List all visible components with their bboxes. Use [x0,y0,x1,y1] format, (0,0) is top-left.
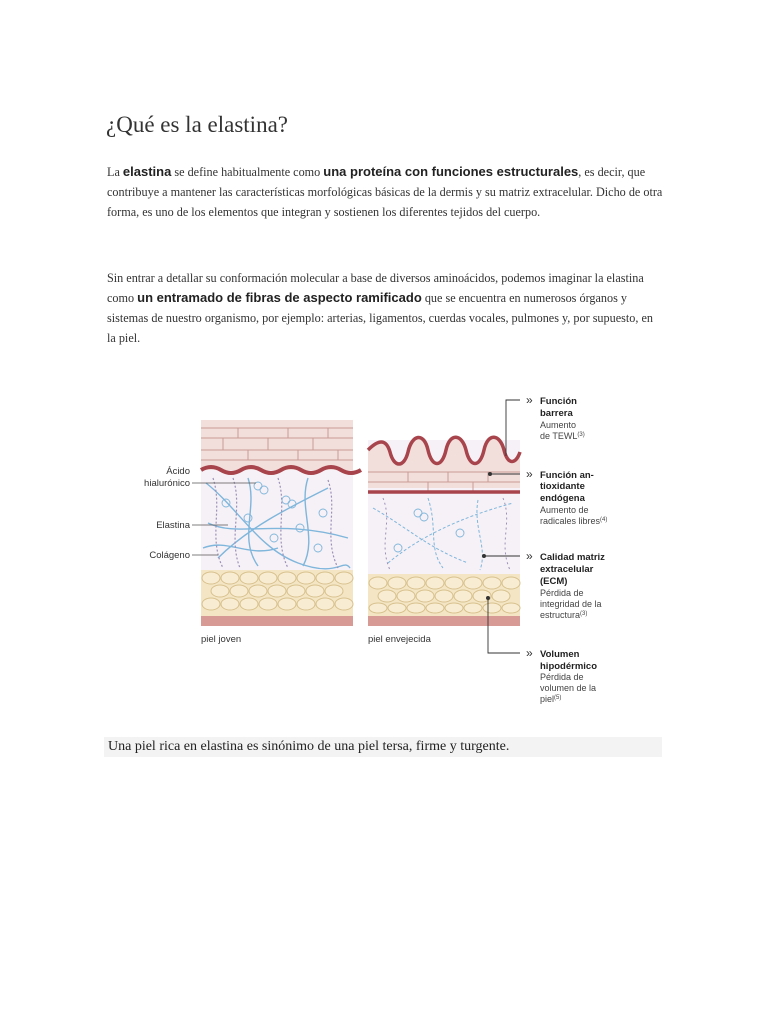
chevron-down-icon: » [526,646,533,660]
annotation-title: Función an- [540,470,594,481]
paragraph-description [107,268,663,348]
annotation-desc-text: de TEWL [540,431,578,441]
annotation-ecm [526,549,605,620]
page-title: ¿Qué es la elastina? [106,112,288,137]
paragraph-definition [107,162,663,222]
annotation-desc-text: piel [540,694,555,704]
text-run: , es decir, que contribuye a mantener las características morfológicas básicas de la dermis y su matriz extracelular. Dicho de otra forma, es uno de los elementos que integran y sostienen los diferentes tejidos del cuerpo. [107,165,663,219]
annotation-title: Calidad matriz [540,552,605,563]
base-layer-young [201,616,353,626]
text-run: La [107,165,123,179]
left-labels [144,466,191,561]
bold-fiber-network: un entramado de fibras de aspecto ramificado [137,290,422,305]
aged-skin-panel [368,437,520,626]
label-colageno: Colágeno [149,550,190,561]
annotation-title: tioxidante [540,481,585,492]
annotation-desc: Aumento [540,420,577,430]
annotation-desc: Aumento de [540,505,589,515]
annotation-title: Volumen [540,649,580,660]
annotation-desc: Pérdida de [540,588,584,598]
label-acido-1: Ácido [166,466,190,477]
base-layer-aged [368,616,520,626]
chevron-down-icon: » [526,393,533,407]
caption: Una piel rica en elastina es sinónimo de una piel tersa, firme y turgente. [104,737,662,757]
text-run: se define habitualmente como [171,165,324,179]
annotation-desc: Pérdida de [540,672,584,682]
annotation-ref: (3) [580,611,588,617]
annotation-ref: (5) [554,695,562,701]
chevron-down-icon: » [526,467,533,481]
annotation-desc [540,516,607,526]
annotation-desc [540,694,561,704]
annotation-barrera [526,393,585,441]
label-piel-joven: piel joven [201,634,242,645]
bold-elastina: elastina [122,164,172,179]
annotation-ref: (3) [577,432,585,438]
bold-structural-protein: una proteína con funciones estructurales [323,164,579,179]
label-elastina: Elastina [156,520,190,531]
annotation-desc-text: radicales libres [540,516,601,526]
annotation-title: hipodérmico [540,661,598,672]
annotation-title: extracelular [540,564,594,575]
annotation-antioxidante [526,467,607,526]
label-piel-envejecida: piel envejecida [368,634,431,645]
chevron-down-icon: » [526,549,533,563]
annotation-desc [540,610,587,620]
young-skin-panel [201,420,361,626]
annotation-desc-text: estructura [540,610,581,620]
annotation-ref: (4) [600,517,608,523]
text-run: Sin entrar a detallar su conformación molecular a base de diversos aminoácidos, podemos imaginar la elastina como [107,271,644,305]
right-annotations [526,393,607,704]
annotation-title: barrera [540,408,573,419]
annotation-title: endógena [540,493,585,504]
annotation-desc: volumen de la [540,683,597,693]
text-run: que se encuentra en numerosos órganos y sistemas de nuestro organismo, por ejemplo: arterias, ligamentos, cuerdas vocales, pulmones y, por supuesto, en la piel. [107,291,653,345]
annotation-desc [540,431,585,441]
annotation-hipodermico [526,646,597,704]
annotation-desc: integridad de la [540,599,602,609]
annotation-title: Función [540,396,577,407]
skin-comparison-figure [128,388,628,714]
label-acido-2: hialurónico [144,478,190,489]
annotation-title: (ECM) [540,576,568,587]
